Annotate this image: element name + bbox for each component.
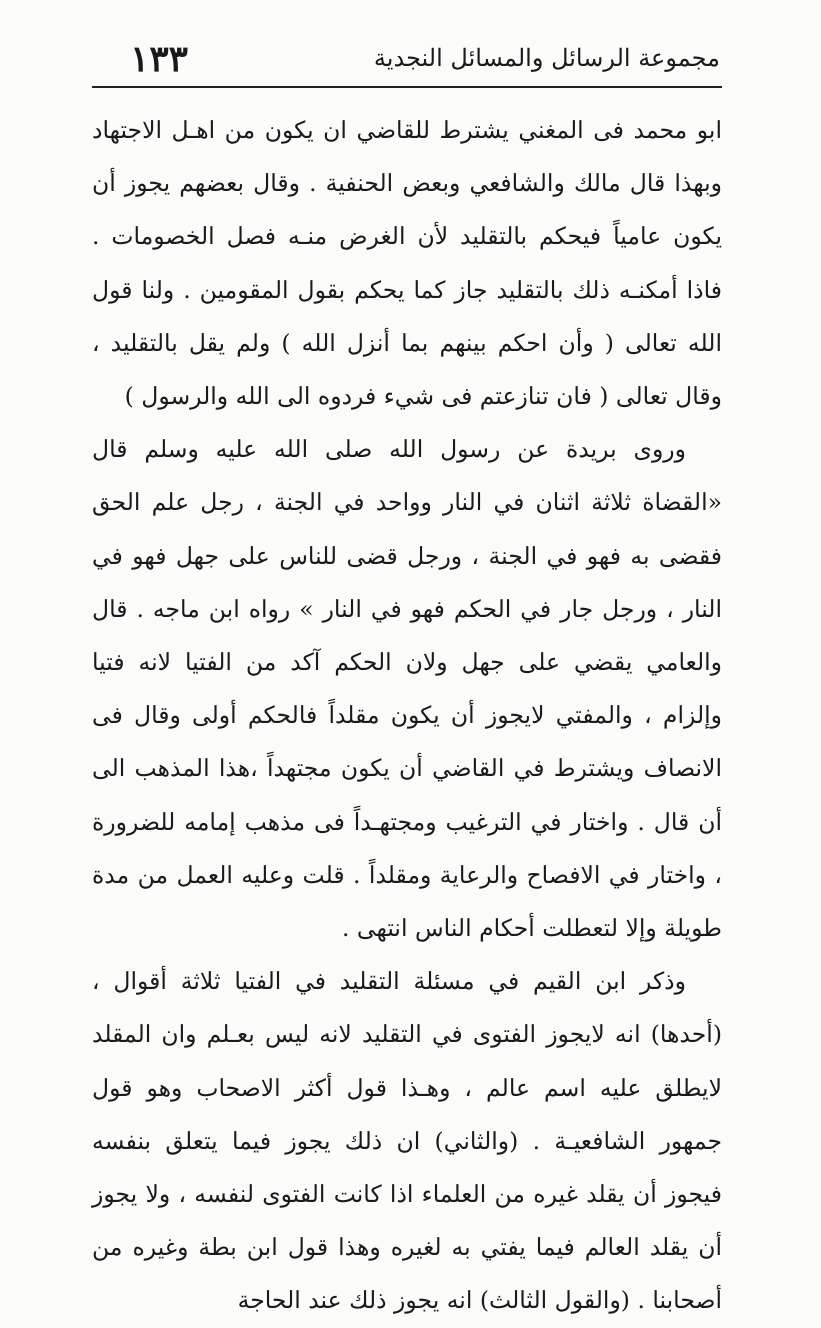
page-number: ١٣٣ (130, 38, 189, 80)
header-rule (92, 86, 722, 88)
body-text (92, 104, 722, 1328)
page-header (90, 32, 730, 88)
running-title: مجموعة الرسائل والمسائل النجدية (373, 44, 720, 72)
paragraph-1: ابو محمد فى المغني يشترط للقاضي ان يكون من اهـل الاجتهاد وبهذا قال مالك والشافعي وبعض الحنفية . وقال بعضهم يجوز أن يكون عامياً فيحكم بالتقليد لأن الغرض منـه فصل الخصومات . فاذا أمكنـه ذلك بالتقليد جاز كما يحكم بقول المقومين . ولنا قول الله تعالى ( وأن احكم بينهم بما أنزل الله ) ولم يقل بالتقليد ، وقال تعالى ( فان تنازعتم فى شيء فردوه الى الله والرسول ) (92, 116, 722, 411)
paragraph-3: وذكر ابن القيم في مسئلة التقليد في الفتيا ثلاثة أقوال ، (أحدها) انه لايجوز الفتوى في التقليد لانه ليس بعـلم وان المقلد لايطلق عليه اسم عالم ، وهـذا قول أكثر الاصحاب وهو قول جمهور الشافعيـة . (والثاني) ان ذلك يجوز فيما يتعلق بنفسه فيجوز أن يقلد غيره من العلماء اذا كانت الفتوى لنفسه ، ولا يجوز أن يقلد العالم فيما يفتي به لغيره وهذا قول ابن بطة وغيره من أصحابنا . (والقول الثالث) انه يجوز ذلك عند الحاجة (92, 967, 722, 1315)
paragraph-2: وروى بريدة عن رسول الله صلى الله عليه وسلم قال «القضاة ثلاثة اثنان في النار وواحد في الجنة ، رجل علم الحق فقضى به فهو في الجنة ، ورجل قضى للناس على جهل فهو في النار ، ورجل جار في الحكم فهو في النار » رواه ابن ماجه . قال والعامي يقضي على جهل ولان الحكم آكد من الفتيا لانه فتيا وإلزام ، والمفتي لايجوز أن يكون مقلداً فالحكم أولى وقال فى الانصاف ويشترط في القاضي أن يكون مجتهداً ،هذا المذهب الى أن قال . واختار في الترغيب ومجتهـداً فى مذهب إمامه للضرورة ، واختار في الافصاح والرعاية ومقلداً . قلت وعليه العمل من مدة طويلة وإلا لتعطلت أحكام الناس انتهى . (92, 435, 722, 943)
